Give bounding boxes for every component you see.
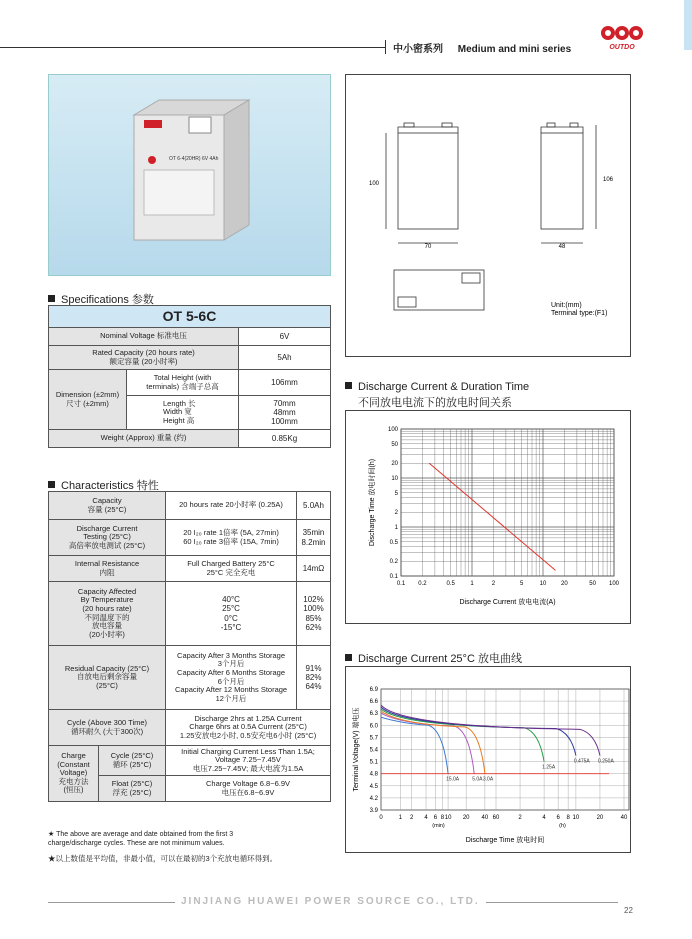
- temperature-list: 40°C 25°C 0°C -15°C: [166, 582, 297, 646]
- unit-label: Unit:(mm): [551, 302, 582, 309]
- chart1-panel: [345, 410, 631, 624]
- chart1-x-tick: 20: [561, 581, 568, 587]
- chart2-x-tick-min: 2: [410, 815, 414, 821]
- discharge-curve-chart: [346, 667, 632, 854]
- dimension-drawing-panel: [345, 74, 631, 357]
- lwh-labels: Length 长 Width 宽 Height 高: [127, 396, 239, 430]
- chart1-y-tick: 0.1: [389, 574, 398, 580]
- chart2-curve-label: 3.0A: [482, 776, 494, 783]
- brand-text: OUTDO: [609, 44, 635, 51]
- chart2-x-unit-min: (min): [432, 823, 445, 829]
- float-conditions: Charge Voltage 6.8~6.9V 电压在6.8~6.9V: [166, 776, 331, 802]
- chart2-x-tick-min: 40: [481, 815, 489, 821]
- chart2-x-tick-min: 0: [379, 815, 383, 821]
- cycle-label: Cycle (Above 300 Time) 循环耐久 (大于300次): [49, 710, 166, 746]
- chart1-x-tick: 1: [470, 581, 474, 587]
- chart2-y-tick: 4.2: [369, 795, 378, 802]
- terminal-type-label: Terminal type:(F1): [551, 310, 608, 317]
- nominal-voltage-label: Nominal Voltage 标准电压: [49, 328, 239, 346]
- weight-label: Weight (Approx) 重量 (约): [49, 430, 239, 448]
- lwh-values: 70mm 48mm 100mm: [239, 396, 331, 430]
- chart1-y-tick: 10: [391, 476, 398, 482]
- chart1-y-tick: 5: [394, 490, 398, 497]
- residual-values: 91% 82% 64%: [297, 646, 331, 710]
- chart1-subtitle: 不同放电电流下的放电时间关系: [358, 397, 512, 409]
- header-tick: [385, 40, 386, 54]
- charge-method-label: Charge (Constant Voltage) 充电方法 (恒压): [49, 746, 99, 802]
- series-heading: [393, 40, 571, 55]
- chart1-y-tick: 20: [391, 461, 398, 468]
- discharge-duration-chart: [346, 411, 632, 625]
- temperature-values: 102% 100% 85% 62%: [297, 582, 331, 646]
- chart2-y-tick: 5.7: [369, 735, 378, 742]
- specifications-table: [48, 305, 331, 448]
- chart1-x-tick: 100: [608, 581, 620, 587]
- chart1-y-tick: 100: [387, 427, 398, 433]
- chart1-y-tick: 50: [391, 441, 398, 448]
- model-name: OT 5-6C: [49, 306, 331, 328]
- battery-label: OT 6-4(20HR) 6V 4Ah: [169, 156, 219, 162]
- dim-length: 70: [424, 244, 432, 250]
- chart1-title: Discharge Current & Duration Time: [358, 381, 530, 393]
- cycle-use-conditions: Initial Charging Current Less Than 1.5A; Voltage 7.25~7.45V 电压7.25~7.45V; 最大电流为1.5A: [166, 746, 331, 776]
- product-photo: [48, 74, 331, 276]
- chart1-x-tick: 0.2: [418, 581, 427, 587]
- residual-conditions: Capacity After 3 Months Storage 3个月后 Capacity After 6 Months Storage 6个月后 Capacity After 12 Months Storage 12个月后: [166, 646, 297, 710]
- footer-company: JINJIANG HUAWEI POWER SOURCE CO., LTD.: [175, 896, 486, 907]
- specifications-title: Specifications 参数: [61, 294, 154, 306]
- chart1-y-tick: 1: [394, 525, 398, 531]
- capacity-rate: 20 hours rate 20小时率 (0.25A): [166, 492, 297, 520]
- chart2-x-tick-min: 8: [440, 815, 445, 821]
- dim-height-b: 106: [602, 177, 614, 183]
- characteristics-table: [48, 491, 331, 802]
- chart2-y-tick: 6.9: [369, 687, 378, 693]
- discharge-test-label: Discharge Current Testing (25°C) 高倍率放电测试 (25°C): [49, 520, 166, 556]
- total-height-value: 106mm: [239, 370, 331, 396]
- chart2-x-tick-min: 20: [462, 815, 470, 821]
- chart2-xlabel: Discharge Time 放电时间: [465, 837, 545, 844]
- dimension-label: Dimension (±2mm) 尺寸 (±2mm): [49, 370, 127, 430]
- chart2-panel: [345, 666, 631, 853]
- resistance-condition: Full Charged Battery 25°C 25°C 完全充电: [166, 556, 297, 582]
- note-en-2: charge/discharge cycles. These are not minimum values.: [48, 840, 225, 848]
- chart2-curve-label: 0.250A: [597, 758, 614, 765]
- weight-value: 0.85Kg: [239, 430, 331, 448]
- float-label: Float (25°C) 浮充 (25°C): [99, 776, 166, 802]
- chart2-x-tick-min: 4: [424, 815, 428, 821]
- chart2-y-tick: 4.5: [369, 783, 378, 790]
- chart2-x-tick-h: 6: [556, 815, 560, 821]
- chart2-x-tick-h: 2: [518, 815, 522, 821]
- chart2-y-tick: 5.4: [369, 747, 378, 754]
- chart1-frame: [401, 429, 614, 576]
- cycle-conditions: Discharge 2hrs at 1.25A Current Charge 6hrs at 0.5A Current (25°C) 1.25安放电2小时, 0.5安充电6小时 (25°C): [166, 710, 331, 746]
- chart2-x-unit-h: (h): [559, 823, 566, 829]
- header-rule: [0, 47, 385, 48]
- chart1-ylabel: Discharge Time 放电时间(h): [369, 458, 376, 547]
- battery-illustration: [49, 75, 332, 277]
- chart2-x-tick-h: 8: [566, 815, 570, 821]
- chart1-x-tick: 50: [589, 581, 596, 587]
- chart2-y-tick: 6.3: [369, 711, 378, 718]
- chart1-x-tick: 2: [491, 581, 496, 587]
- chart2-y-tick: 3.9: [369, 808, 378, 814]
- temperature-label: Capacity Affected By Temperature (20 hours rate) 不同温度下的 放电容量 (20小时率): [49, 582, 166, 646]
- rated-capacity-value: 5Ah: [239, 346, 331, 370]
- chart1-y-tick: 0.2: [389, 559, 398, 566]
- chart1-y-tick: 0.5: [389, 539, 398, 546]
- note-cn: ★以上数值是平均值，非最小值，可以在最初的3个充放电循环得到。: [48, 854, 278, 864]
- chart2-ylabel: Terminal Voltage(V) 端电压: [353, 707, 360, 792]
- chart2-curve: [381, 707, 576, 755]
- resistance-value: 14mΩ: [297, 556, 331, 582]
- nominal-voltage-value: 6V: [239, 328, 331, 346]
- page-number: 22: [624, 906, 633, 915]
- chart2-y-tick: 5.1: [369, 759, 378, 766]
- residual-label: Residual Capacity (25°C) 自放电后剩余容量 (25°C): [49, 646, 166, 710]
- chart2-y-tick: 6.6: [369, 699, 378, 706]
- chart2-curve: [381, 705, 600, 755]
- chart2-x-tick-min: 6: [433, 815, 438, 821]
- dimension-drawing: [346, 75, 632, 358]
- chart2-x-tick-h: 20: [596, 815, 604, 821]
- chart1-x-tick: 0.5: [446, 581, 455, 587]
- chart2-x-tick-h: 4: [542, 815, 546, 821]
- chart2-curve-label: 5.0A: [472, 776, 483, 783]
- chart2-x-tick-h: 40: [620, 815, 628, 821]
- rated-capacity-label: Rated Capacity (20 hours rate) 额定容量 (20小时率): [49, 346, 239, 370]
- dim-width: 48: [558, 244, 566, 250]
- chart1-x-tick: 10: [539, 581, 547, 587]
- chart2-x-tick-min: 1: [398, 815, 403, 821]
- chart2-curve: [381, 711, 485, 774]
- series-cn: 中小密系列: [393, 44, 443, 55]
- chart1-x-tick: 0.1: [396, 581, 406, 587]
- chart2-y-tick: 4.8: [369, 771, 378, 778]
- resistance-label: Internal Resistance 内阻: [49, 556, 166, 582]
- chart2-curve-label: 1.25A: [542, 764, 556, 771]
- chart2-x-tick-min: 10: [444, 815, 452, 821]
- total-height-label: Total Height (with terminals) 含端子总高: [127, 370, 239, 396]
- chart2-y-tick: 6.0: [369, 723, 378, 730]
- discharge-values: 35min 8.2min: [297, 520, 331, 556]
- capacity-label: Capacity 容量 (25°C): [49, 492, 166, 520]
- chart1-x-tick: 5: [519, 581, 524, 587]
- outdo-logo: [598, 22, 646, 52]
- chart1-y-tick: 2: [394, 510, 398, 517]
- chart1-series-line: [429, 463, 555, 570]
- dim-height-a: 100: [368, 181, 380, 187]
- series-en: Medium and mini series: [457, 44, 572, 55]
- notes: [48, 830, 277, 864]
- characteristics-title: Characteristics 特性: [61, 480, 159, 492]
- discharge-rates: 20 I₂₀ rate 1倍率 (5A, 27min) 60 I₂₀ rate 3倍率 (15A, 7min): [166, 520, 297, 556]
- chart1-xlabel: Discharge Current 放电电流(A): [459, 599, 556, 606]
- capacity-value: 5.0Ah: [297, 492, 331, 520]
- chart2-heading: [345, 650, 522, 666]
- chart1-heading: [345, 381, 529, 393]
- chart2-title: Discharge Current 25°C 放电曲线: [358, 653, 522, 665]
- chart2-x-tick-h: 10: [572, 815, 580, 821]
- note-en-1: ★ The above are average and date obtained from the first 3: [48, 831, 234, 838]
- chart2-x-tick-min: 60: [492, 815, 500, 821]
- chart2-curve-label: 15.0A: [446, 776, 460, 783]
- cycle-use-label: Cycle (25°C) 循环 (25°C): [99, 746, 166, 776]
- chart2-curve-label: 0.475A: [573, 758, 590, 765]
- edge-strip: [684, 0, 692, 50]
